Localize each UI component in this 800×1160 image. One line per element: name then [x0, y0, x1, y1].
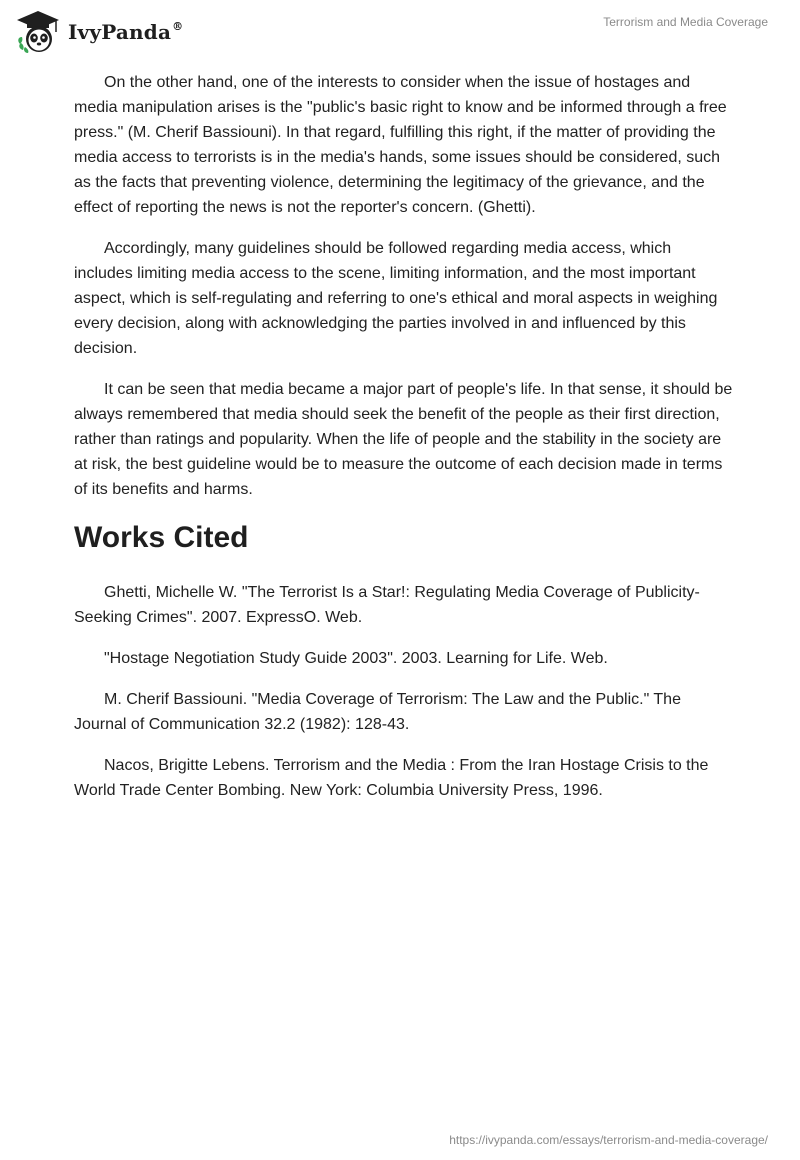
- citation-entry: "Hostage Negotiation Study Guide 2003". 2003. Learning for Life. Web.: [104, 650, 608, 667]
- document-title: Terrorism and Media Coverage: [603, 15, 768, 29]
- works-cited-heading: Works Cited: [74, 521, 249, 554]
- page-header: [0, 0, 800, 62]
- citation-entry: Nacos, Brigitte Lebens. Terrorism and the Media : From the Iran Hostage Crisis to the World Trade Center Bombing. New York: Columbia University Press, 1996.: [74, 757, 709, 799]
- essay-content: [74, 70, 734, 819]
- registered-mark: ®: [172, 20, 184, 33]
- ivypanda-logo[interactable]: [14, 8, 183, 56]
- citation-entry: Ghetti, Michelle W. "The Terrorist Is a Star!: Regulating Media Coverage of Publicity-Seeking Crimes". 2007. ExpressO. Web.: [74, 584, 700, 626]
- source-url-link[interactable]: https://ivypanda.com/essays/terrorism-and-media-coverage/: [449, 1133, 768, 1147]
- essay-paragraph: It can be seen that media became a major part of people's life. In that sense, it should be always remembered that media should seek the benefit of the people as their first direction, rather than ratings and popularity. When the life of people and the stability in the society are at risk, the best guideline would be to measure the outcome of each decision made in terms of its benefits and harms.: [74, 381, 733, 498]
- essay-paragraph: On the other hand, one of the interests to consider when the issue of hostages and media manipulation arises is the "public's basic right to know and be informed through a free press." (M. Cherif Bassiouni). In that regard, fulfilling this right, if the matter of providing the media access to terrorists is in the media's hands, some issues should be considered, such as the facts that preventing violence, determining the legitimacy of the grievance, and the effect of reporting the news is not the reporter's concern. (Ghetti).: [74, 74, 727, 216]
- logo-text: [68, 20, 183, 44]
- citation-entry: M. Cherif Bassiouni. "Media Coverage of Terrorism: The Law and the Public." The Journal of Communication 32.2 (1982): 128-43.: [74, 691, 681, 733]
- essay-paragraph: Accordingly, many guidelines should be followed regarding media access, which includes limiting media access to the scene, limiting information, and the most important aspect, which is self-regulating and referring to one's ethical and moral aspects in weighing every decision, along with acknowledging the parties involved in and influenced by this decision.: [74, 240, 718, 357]
- panda-graduate-icon: [14, 8, 62, 56]
- logo-name: IvyPanda: [68, 20, 172, 44]
